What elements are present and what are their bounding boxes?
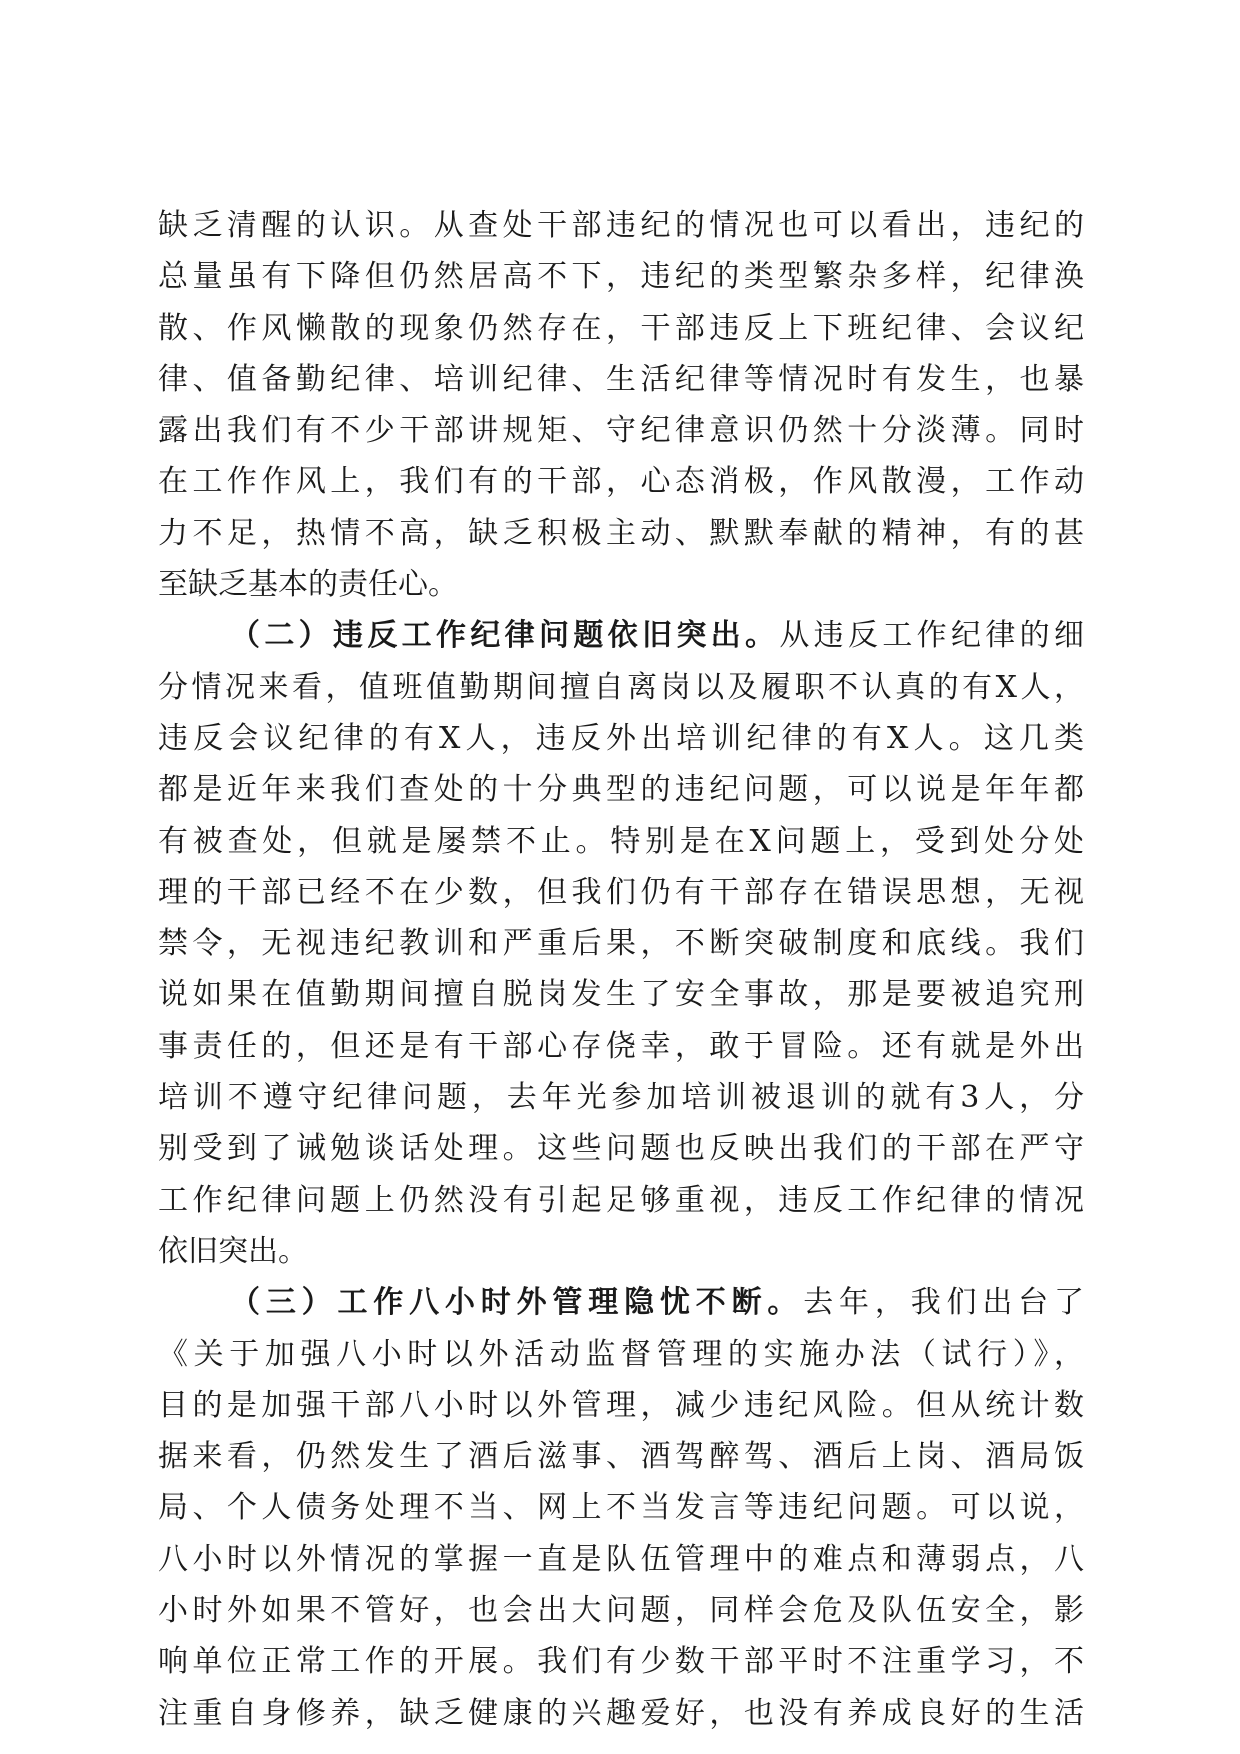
text-line: 依旧突出。 xyxy=(158,1233,308,1269)
text-line: 在工作作风上，我们有的干部，心态消极，作风散漫，工作动 xyxy=(158,464,1084,500)
text-line: 力不足，热情不高，缺乏积极主动、默默奉献的精神，有的甚 xyxy=(158,515,1084,551)
text-line-tail: 去年，我们出台了 xyxy=(803,1285,1085,1321)
section-heading-2: （二）违反工作纪律问题依旧突出。 xyxy=(230,618,780,654)
text-line: 总量虽有下降但仍然居高不下，违纪的类型繁杂多样，纪律涣 xyxy=(158,259,1084,295)
text-line: 露出我们有不少干部讲规矩、守纪律意识仍然十分淡薄。同时 xyxy=(158,413,1084,449)
text-line: 别受到了诫勉谈话处理。这些问题也反映出我们的干部在严守 xyxy=(158,1131,1084,1167)
text-line: 目的是加强干部八小时以外管理，减少违纪风险。但从统计数 xyxy=(158,1387,1084,1423)
text-line: 分情况来看，值班值勤期间擅自离岗以及履职不认真的有X人， xyxy=(158,669,1084,705)
text-line: 培训不遵守纪律问题，去年光参加培训被退训的就有3人，分 xyxy=(158,1080,1084,1116)
text-line: 据来看，仍然发生了酒后滋事、酒驾醉驾、酒后上岗、酒局饭 xyxy=(158,1439,1084,1475)
text-line-tail: 从违反工作纪律的细 xyxy=(779,618,1085,654)
text-line: 说如果在值勤期间擅自脱岗发生了安全事故，那是要被追究刑 xyxy=(158,977,1084,1013)
section-heading-line xyxy=(158,610,1084,661)
text-line: 禁令，无视违纪教训和严重后果，不断突破制度和底线。我们 xyxy=(158,926,1084,962)
text-line: 小时外如果不管好，也会出大问题，同样会危及队伍安全，影 xyxy=(158,1593,1084,1629)
text-line: 注重自身修养，缺乏健康的兴趣爱好，也没有养成良好的生活 xyxy=(158,1695,1084,1731)
section-heading-3: （三）工作八小时外管理隐忧不断。 xyxy=(230,1285,804,1321)
text-line: 理的干部已经不在少数，但我们仍有干部存在错误思想，无视 xyxy=(158,874,1084,910)
text-line: 局、个人债务处理不当、网上不当发言等违纪问题。可以说， xyxy=(158,1490,1084,1526)
text-line: 事责任的，但还是有干部心存侥幸，敢于冒险。还有就是外出 xyxy=(158,1028,1084,1064)
text-line: 律、值备勤纪律、培训纪律、生活纪律等情况时有发生，也暴 xyxy=(158,361,1084,397)
text-line: 违反会议纪律的有X人，违反外出培训纪律的有X人。这几类 xyxy=(158,720,1084,756)
text-line: 至缺乏基本的责任心。 xyxy=(158,567,458,603)
document-body xyxy=(158,200,1084,1739)
text-line: 《关于加强八小时以外活动监督管理的实施办法（试行）》， xyxy=(158,1336,1084,1372)
text-line: 缺乏清醒的认识。从查处干部违纪的情况也可以看出，违纪的 xyxy=(158,208,1084,243)
text-line: 八小时以外情况的掌握一直是队伍管理中的难点和薄弱点，八 xyxy=(158,1541,1084,1577)
text-line: 散、作风懒散的现象仍然存在，干部违反上下班纪律、会议纪 xyxy=(158,310,1084,346)
text-line: 响单位正常工作的开展。我们有少数干部平时不注重学习，不 xyxy=(158,1644,1084,1680)
text-line: 有被查处，但就是屡禁不止。特别是在X问题上，受到处分处 xyxy=(158,823,1084,859)
text-line: 都是近年来我们查处的十分典型的违纪问题，可以说是年年都 xyxy=(158,772,1084,808)
text-line: 工作纪律问题上仍然没有引起足够重视，违反工作纪律的情况 xyxy=(158,1182,1084,1218)
section-heading-line xyxy=(158,1277,1084,1328)
